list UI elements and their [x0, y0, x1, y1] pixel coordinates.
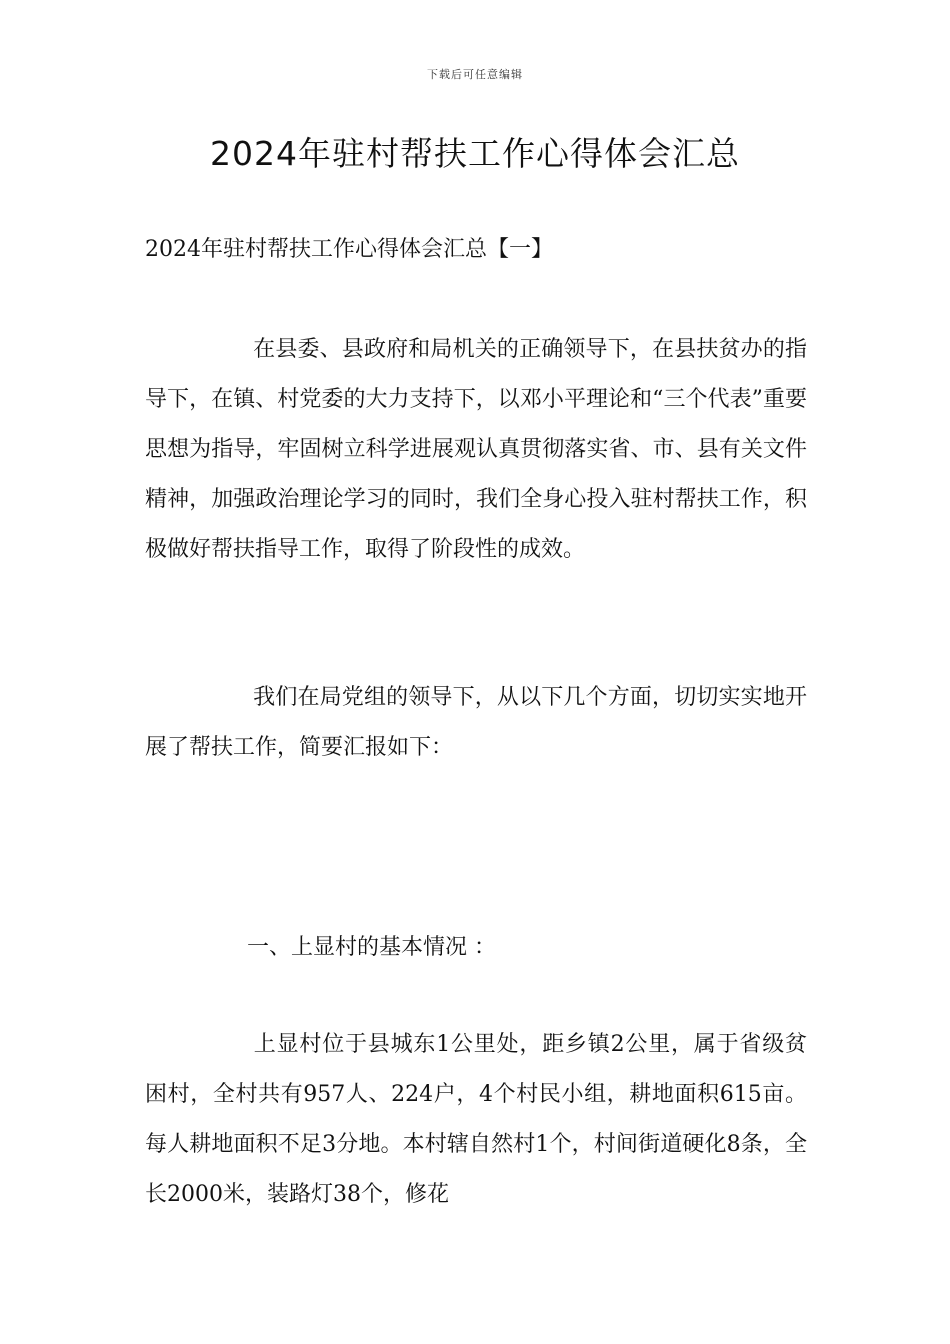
sub-heading-basic-info: 一、上显村的基本情况 ： [247, 935, 496, 960]
section-heading: 2024年驻村帮扶工作心得体会汇总【一】 [145, 237, 553, 262]
document-title: 2024年驻村帮扶工作心得体会汇总 [210, 134, 740, 173]
paragraph-village-text: 上显村位于县城东1公里处，距乡镇2公里，属于省级贫困村，全村共有957人、224户，4个村民小组，耕地面积615亩。每人耕地面积不足3分地。本村辖自然村1个，村间街道硬化8条，全长2000米，装路灯38个，修花 [145, 1032, 807, 1207]
paragraph-intro [145, 325, 807, 575]
paragraph-summary [145, 673, 807, 773]
paragraph-summary-text: 我们在局党组的领导下，从以下几个方面，切切实实地开展了帮扶工作，简要汇报如下： [145, 685, 807, 760]
paragraph-village [145, 1020, 807, 1220]
paragraph-intro-text: 在县委、县政府和局机关的正确领导下，在县扶贫办的指导下，在镇、村党委的大力支持下，以邓小平理论和“三个代表”重要思想为指导，牢固树立科学进展观认真贯彻落实省、市、县有关文件精神，加强政治理论学习的同时，我们全身心投入驻村帮扶工作，积极做好帮扶指导工作，取得了阶段性的成效。 [145, 337, 807, 562]
page-header-note: 下载后可任意编辑 [427, 68, 523, 81]
